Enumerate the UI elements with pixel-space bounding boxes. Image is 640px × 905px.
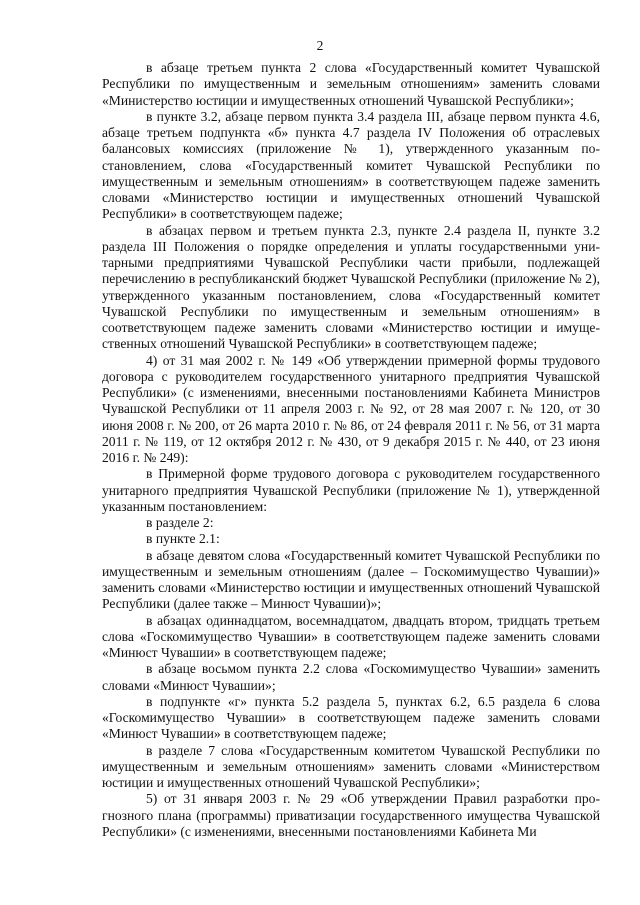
paragraph: в разделе 2: [146,515,214,530]
paragraph: в абзаце третьем пункта 2 слова «Государственный комитет Чувашской Республики по имущественным и земельным отношениям» заменить словами «Министерство юстиции и имущественных отношений Чувашской Республики»; [102,60,600,108]
paragraph: в абзацах одиннадцатом, восемнадцатом, двадцать втором, тридцать третьем слова «Госкомимущество Чувашии» в соответствующем падеже заменить словами «Минюст Чувашии» в соответствующем падеже; [102,612,600,660]
paragraph: в подпункте «г» пункта 5.2 раздела 5, пунктах 6.2, 6.5 раздела 6 слова «Госкомимущество Чувашии» в соответствующем падеже заменить словами «Минюст Чувашии» в соответствующем падеже; [102,693,600,742]
paragraph: 5) от 31 января 2003 г. № 29 «Об утверждении Правил разработки прогнозного плана (программы) приватизации государственного имущества Чувашской Республики» (с изменениями, внесенными постановлениями Кабинета Ми [102,791,600,839]
paragraph: в абзаце восьмом пункта 2.2 слова «Госкомимущество Чувашии» заменить словами «Минюст Чувашии»; [102,661,600,693]
paragraph: в разделе 7 слова «Государственным комитетом Чувашской Республики по имущественным и земельным отношениям» заменить словами «Министерством юстиции и имущественных отношений Чувашской Республики»; [102,742,600,790]
paragraph: в абзаце девятом слова «Государственный комитет Чувашской Республики по имущественным и земельным отношениям (далее – Госкомимущество Чувашии)» заменить словами «Министерство юстиции и имущественных отношений Чувашской Республики (далее также – Минюст Чувашии)»; [102,547,600,612]
paragraph: 4) от 31 мая 2002 г. № 149 «Об утверждении примерной формы трудового договора с руководителем государственного унитарного предприятия Чувашской Республики» (с изменениями, внесенными постановлениями Кабинета Министров Чувашской Республики от 11 апреля 2003 г. № 92, от 28 мая 2007 г. № 120, от 30 июня 2008 г. № 200, от 26 марта 2010 г. № 86, от 24 февраля 2011 г. № 56, от 31 марта 2011 г. № 119, от 12 октября 2012 г. № 430, от 9 декабря 2015 г. № 440, от 23 июня 2016 г. № 249): [102,352,600,465]
paragraph: в Примерной форме трудового договора с руководителем государственного унитарного предприятия Чувашской Республики (приложение № 1), утвержденной указанным постановлением: [102,466,600,514]
document-body [102,60,600,840]
paragraph: в пункте 2.1: [146,531,220,547]
paragraph: в пункте 3.2, абзаце первом пункта 3.4 раздела III, абзаце первом пункта 4.6, абзаце третьем подпункта «б» пункта 4.7 раздела IV Положения об отраслевых балансовых комиссиях (приложение № 1), утвержденного указанным постановлением, слова «Государственный комитет Чувашской Республики по имущественным и земельным отношениям» в соответствующем падеже заменить словами «Министерство юстиции и имущественных отношений Чувашской Республики» в соответствующем падеже; [102,108,600,222]
page-number: 2 [316,38,324,53]
paragraph: в абзацах первом и третьем пункта 2.3, пункте 2.4 раздела II, пункте 3.2 раздела III Положения о порядке определения и уплаты государственными унитарными предприятиями Чувашской Республики части прибыли, подлежащей перечислению в республиканский бюджет Чувашской Республики (приложение № 2), утвержденного указанным постановлением, слова «Государственный комитет Чувашской Республики по имущественным и земельным отношениям» в соответствующем падеже заменить словами «Министерство юстиции и имущественных отношений Чувашской Республики» в соответствующем падеже; [102,222,600,352]
